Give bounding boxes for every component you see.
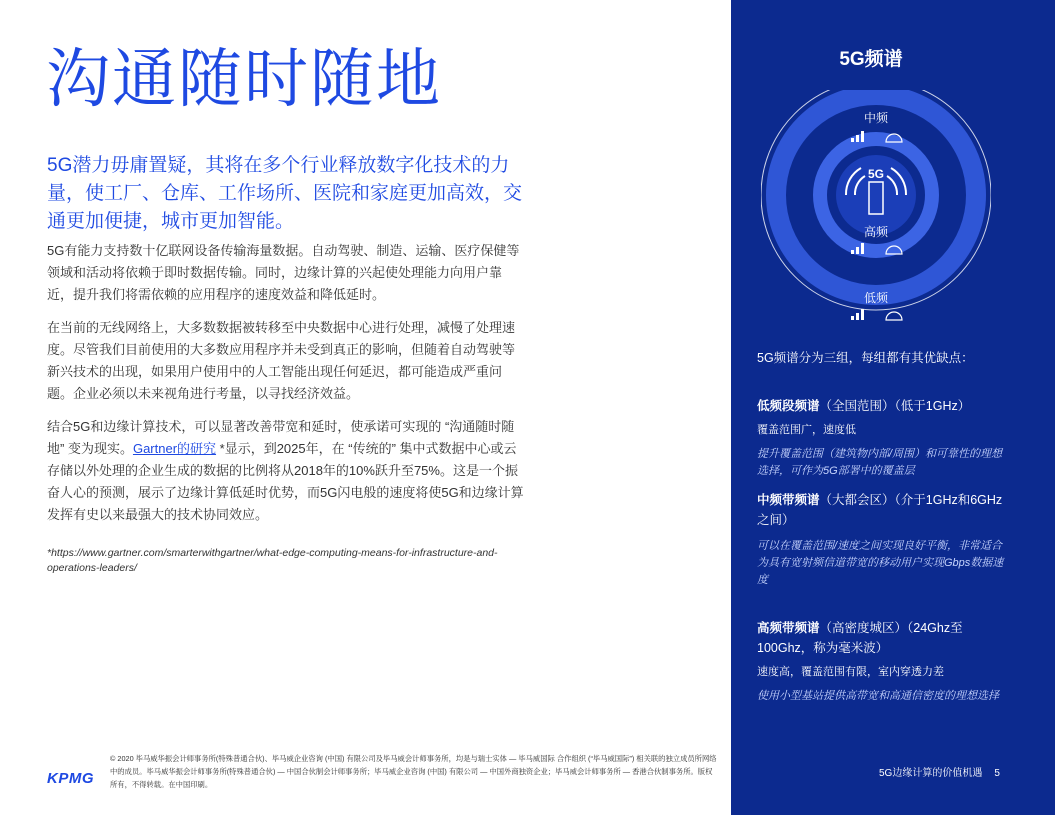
- copyright-notice: © 2020 毕马威华振会计师事务所(特殊普通合伙)、毕马威企业咨询 (中国) 有限公司及毕马威会计师事务所，均是与瑞士实体 — 毕马威国际 合作组织 (“毕马威国际”) 相关联的独立成员所网络中的成员。毕马威华振会计师事务所(特殊普通合伙) — 中国合伙制会计师事务所；毕马威企业咨询 (中国) 有限公司 — 中国外商独资企业；毕马威会计师事务所 — 香港合伙制事务所。版权所有，不得转载。在中国印刷。: [110, 754, 717, 789]
- page-footer: [879, 764, 1000, 779]
- low-band-label: 低频: [863, 291, 889, 305]
- body-paragraph-3-start: 结合5G和边缘计算技术，可以显著改善带宽和延时，使承诺可实现的 “沟通随时随地” 变为现实。: [47, 419, 515, 456]
- spectrum-diagram: [761, 90, 991, 330]
- low-band-section: [757, 396, 1012, 480]
- low-band-note: 提升覆盖范围（建筑物内部/周围）和可靠性的理想选择，可作为5G部署中的覆盖层: [757, 448, 1003, 477]
- lede-paragraph: 5G潜力毋庸置疑，其将在多个行业释放数字化技术的力量，使工厂、仓库、工作场所、医院和家庭更加高效，交通更加便捷，城市更加智能。: [47, 155, 523, 232]
- low-band-heading: 低频段频谱（全国范围）（低于1GHz）: [757, 399, 971, 413]
- page-title: 沟通随时随地: [46, 43, 442, 117]
- page-number: 5: [994, 768, 1000, 779]
- low-band-desc: 覆盖范围广，速度低: [757, 424, 856, 436]
- high-band-heading: 高频带频谱（高密度城区）（24Ghz至100Ghz，称为毫米波）: [757, 621, 963, 655]
- body-paragraph-1: 5G有能力支持数十亿联网设备传输海量数据。自动驾驶、制造、运输、医疗保健等领域和活动将依赖于即时数据传输。同时，边缘计算的兴起使处理能力向用户靠近，提升我们将需依赖的应用程序的速度效益和降低延时。: [47, 243, 520, 302]
- footer-text: 5G边缘计算的价值机遇: [879, 768, 983, 779]
- body-text: [47, 240, 527, 537]
- mid-band-section: [757, 490, 1012, 589]
- high-band-label: 高频: [863, 225, 889, 239]
- high-band-note: 使用小型基站提供高带宽和高通信密度的理想选择: [757, 690, 999, 702]
- high-band-section: [757, 618, 1012, 705]
- low-speed-gauge-icon: [886, 312, 902, 320]
- mid-band-label: 中频: [863, 111, 889, 125]
- body-paragraph-3: [47, 416, 527, 526]
- body-paragraph-2: 在当前的无线网络上，大多数数据被转移至中央数据中心进行处理，减慢了处理速度。尽管我们目前使用的大多数应用程序并未受到真正的影响，但随着自动驾驶等新兴技术的出现，如果用户使用中的人工智能出现任何延迟，都可能造成严重问题。企业必须以未来视角进行考量，以寻找经济效益。: [47, 320, 516, 401]
- body-paragraph-3-end: *显示，到2025年，在 “传统的” 集中式数据中心或云存储以外处理的企业生成的数据的比例将从2018年的10%跃升至75%。这是一个振奋人心的预测，展示了边缘计算低延时优势，而5G闪电般的速度将使5G和边缘计算发挥有史以来最强大的技术协同效应。: [47, 441, 524, 522]
- low-signal-bars-icon: [851, 309, 864, 320]
- panel-title: 5G频谱: [839, 49, 903, 70]
- mid-band-note: 可以在覆盖范围/速度之间实现良好平衡，非常适合为具有宽射频信道带宽的移动用户实现Gbps数据速度: [757, 540, 1004, 586]
- footnote: *https://www.gartner.com/smarterwithgartner/what-edge-computing-means-for-infrastructure-and-operations-leaders/: [47, 547, 498, 574]
- spectrum-panel: [731, 0, 1055, 815]
- center-5g-label: 5G: [867, 167, 885, 181]
- mid-band-heading: 中频带频谱（大都会区）（介于1GHz和6GHz之间）: [757, 493, 1003, 527]
- gartner-research-link[interactable]: Gartner的研究: [132, 441, 217, 456]
- kpmg-logo: KPMG: [47, 770, 94, 787]
- high-band-desc: 速度高，覆盖范围有限，室内穿透力差: [757, 666, 944, 678]
- panel-intro: 5G频谱分为三组，每组都有其优缺点：: [757, 351, 974, 365]
